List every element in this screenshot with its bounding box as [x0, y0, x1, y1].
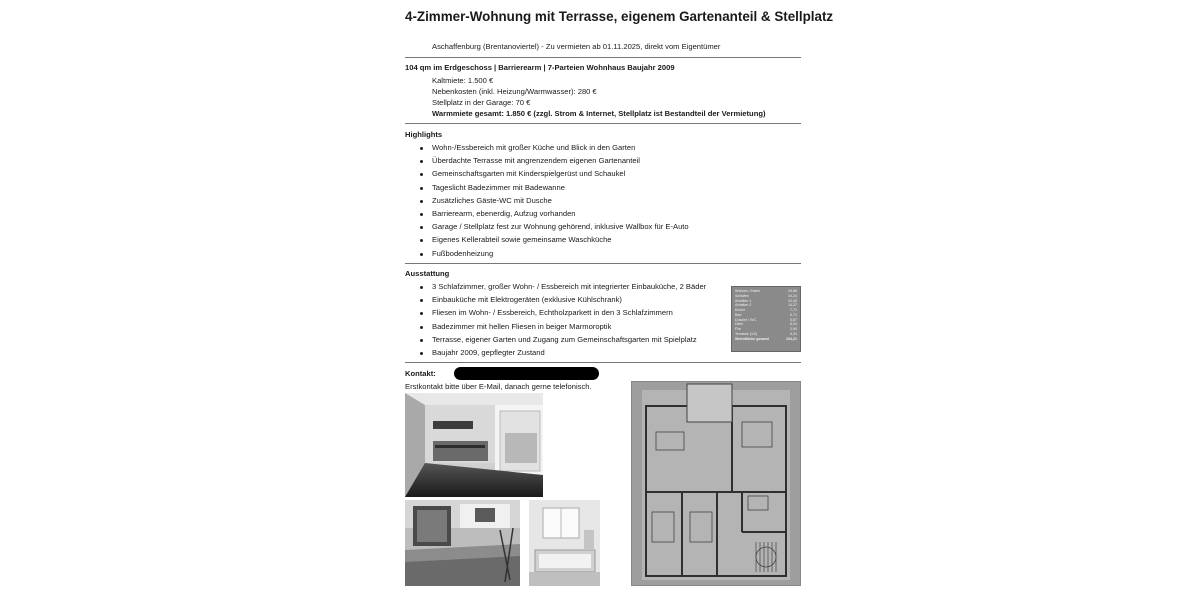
area-room-name: Arbeiten 1 [735, 298, 752, 303]
area-room-value: 104,21 [786, 336, 797, 341]
highlight-bullet [420, 213, 423, 216]
ausstattung-bullet [420, 352, 423, 355]
area-room-value: 12,40 [788, 298, 797, 303]
stellplatz-cost: Stellplatz in der Garage: 70 € [432, 98, 531, 107]
divider [405, 263, 801, 264]
ausstattung-item: Einbauküche mit Elektrogeräten (exklusive Kühlschrank) [432, 295, 622, 305]
kaltmiete: Kaltmiete: 1.500 € [432, 76, 494, 85]
highlight-item: Fußbodenheizung [432, 248, 494, 258]
area-room-name: Flur [735, 327, 742, 331]
highlight-bullet [420, 147, 423, 150]
floor-plan [631, 381, 801, 586]
area-room-name: Arbeiten 2 [735, 303, 752, 308]
highlight-bullet [420, 160, 423, 163]
ausstattung-item: Fliesen im Wohn- / Essbereich, Echtholzparkett in den 3 Schlafzimmern [432, 308, 673, 318]
area-room-name: Wohnen, Essen [735, 289, 761, 293]
ausstattung-item: Terrasse, eigener Garten und Zugang zum Gemeinschaftsgarten mit Spielplatz [432, 334, 697, 344]
area-room-value: 14,24 [788, 293, 797, 298]
area-room-name: Diele [735, 322, 744, 327]
highlight-bullet [420, 226, 423, 229]
ausstattung-item: Badezimmer mit hellen Fliesen in beiger Marmoroptik [432, 321, 612, 331]
area-room-value: 14,37 [788, 303, 797, 308]
area-room-name: Schlafen [735, 293, 749, 298]
terrace-photo [405, 500, 520, 586]
warmmiete: Warmmiete gesamt: 1.850 € (zzgl. Strom & Internet, Stellplatz ist Bestandteil der Vermietung) [432, 109, 766, 118]
highlight-bullet [420, 253, 423, 256]
highlight-item: Überdachte Terrasse mit angrenzendem eigenen Gartenanteil [432, 156, 640, 166]
listing-subtitle: Aschaffenburg (Brentanoviertel) - Zu vermieten ab 01.11.2025, direkt vom Eigentümer [432, 42, 721, 51]
area-room-name: Bad [735, 312, 742, 317]
listing-document [405, 0, 834, 600]
ausstattung-bullet [420, 326, 423, 329]
contact-label: Kontakt: [405, 369, 436, 378]
contact-note: Erstkontakt bitte über E-Mail, danach gerne telefonisch. [405, 382, 592, 391]
listing-title: 4-Zimmer-Wohnung mit Terrasse, eigenem Gartenanteil & Stellplatz [405, 9, 834, 24]
area-table [731, 286, 801, 352]
area-room-value: 29,86 [788, 289, 797, 293]
area-room-value: 6,71 [790, 312, 797, 317]
divider [405, 123, 801, 124]
living-room-photo [405, 393, 543, 497]
ausstattung-item: Baujahr 2009, gepflegter Zustand [432, 348, 545, 357]
area-room-value: 5,31 [790, 331, 797, 336]
divider [405, 57, 801, 58]
divider [405, 362, 801, 363]
ausstattung-item: 3 Schlafzimmer, großer Wohn- / Essbereich mit integrierter Einbauküche, 2 Bäder [432, 282, 707, 291]
highlight-item: Wohn-/Essbereich mit großer Küche und Blick in den Garten [432, 143, 636, 152]
highlight-item: Zusätzliches Gäste-WC mit Dusche [432, 195, 552, 205]
area-room-name: Küche [735, 308, 746, 312]
highlight-item: Garage / Stellplatz fest zur Wohnung gehörend, inklusive Wallbox für E-Auto [432, 222, 689, 232]
area-table-row [735, 337, 797, 342]
nebenkosten: Nebenkosten (inkl. Heizung/Warmwasser): 280 € [432, 87, 597, 96]
redacted-contact [454, 367, 599, 380]
area-room-value: 7,71 [790, 308, 797, 312]
highlight-item: Eigenes Kellerabteil sowie gemeinsame Waschküche [432, 235, 612, 245]
area-room-name: Wohnfläche gesamt [735, 336, 769, 341]
highlight-bullet [420, 239, 423, 242]
ausstattung-heading: Ausstattung [405, 269, 450, 278]
ausstattung-bullet [420, 339, 423, 342]
highlight-bullet [420, 200, 423, 203]
ausstattung-bullet [420, 286, 423, 289]
bathroom-photo [529, 500, 600, 586]
highlight-bullet [420, 173, 423, 176]
highlight-item: Gemeinschaftsgarten mit Kinderspielgerüst und Schaukel [432, 169, 626, 179]
area-room-value: 8,04 [790, 322, 797, 327]
highlight-item: Barrierearm, ebenerdig, Aufzug vorhanden [432, 209, 576, 218]
ausstattung-bullet [420, 299, 423, 302]
highlight-bullet [420, 187, 423, 190]
highlight-item: Tageslicht Badezimmer mit Badewanne [432, 182, 565, 192]
area-room-value: 5,87 [790, 317, 797, 322]
facts-headline: 104 qm im Erdgeschoss | Barrierearm | 7-Parteien Wohnhaus Baujahr 2009 [405, 63, 675, 72]
area-room-value: 2,90 [790, 327, 797, 331]
area-room-name: Dusche / WC [735, 317, 757, 322]
area-room-name: Terrasse (1/2) [735, 331, 758, 336]
highlights-heading: Highlights [405, 130, 443, 139]
ausstattung-bullet [420, 312, 423, 315]
